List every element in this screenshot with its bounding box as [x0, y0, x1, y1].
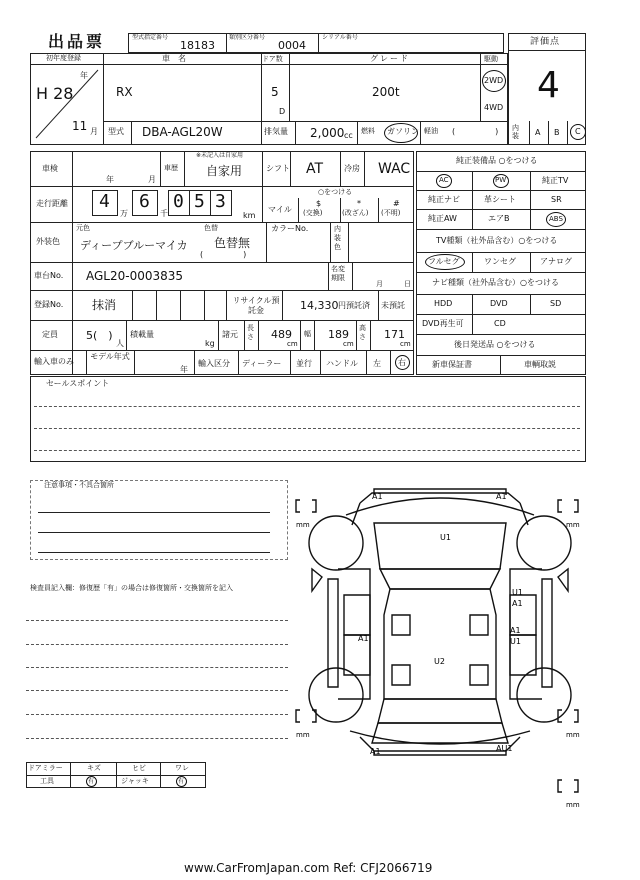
fuel-gasoline: ガソリン	[387, 127, 419, 136]
category-number: 0004	[278, 39, 306, 52]
diesel-label: 軽油	[424, 127, 438, 135]
doc-manual: 車輌取説	[524, 360, 556, 369]
mark-right-u1: U1	[512, 588, 523, 597]
equip-sr: SR	[551, 195, 562, 204]
parallel-label: 並行	[296, 359, 312, 368]
shaken-label: 車検	[42, 164, 58, 173]
svg-text:mm: mm	[296, 731, 310, 739]
drive-4wd: 4WD	[484, 103, 504, 112]
sales-point-label: セールスポイント	[46, 379, 110, 388]
car-damage-diagram	[290, 485, 590, 815]
form-title: 出品票	[48, 32, 106, 51]
chassis-value: AGL20-0003835	[86, 269, 184, 283]
drive-2wd: 2WD	[484, 76, 504, 85]
shift-value: AT	[306, 161, 324, 177]
mark-right-u1-b: U1	[510, 637, 521, 646]
mileage-digit-3: 0	[173, 191, 184, 212]
tv-oneseg: ワンセグ	[484, 257, 516, 266]
mark-rear-a1: A1	[370, 747, 381, 756]
first-reg-month: 11	[72, 119, 88, 133]
mark-right-a1: A1	[512, 599, 523, 608]
tv-analog: アナログ	[540, 257, 572, 266]
mileage-digit-4: 5	[194, 191, 205, 212]
navi-type-label: ナビ種類（社外品含む）○をつける	[432, 278, 559, 287]
height-value: 171	[384, 328, 405, 341]
navi-dvd-player: DVD再生可	[422, 319, 464, 328]
registration-value: 抹消	[92, 298, 117, 312]
equip-leather: 革シート	[484, 195, 516, 204]
navi-dvd: DVD	[490, 299, 508, 308]
mark-rear-au1: AU1	[496, 744, 513, 753]
height-label: 高さ	[359, 324, 366, 341]
displacement-value: 2,000	[310, 126, 345, 140]
later-docs-label: 後日発送品 ○をつける	[454, 340, 536, 349]
mileage-digit-2: 6	[139, 191, 150, 212]
notes-label: 注意事項・不具合箇所	[44, 481, 114, 489]
equip-airbag: エアB	[488, 214, 510, 223]
mark-front-a1: A1	[372, 492, 383, 501]
model-designation-number: 18183	[180, 39, 215, 52]
grade-score-value: 4	[537, 65, 560, 106]
model-designation-label: 型式指定番号	[132, 34, 169, 41]
legend-break: ワレ	[175, 764, 189, 772]
inspector-note-label: 検査員記入欄：修復歴「有」の場合は修復箇所・交換箇所を記入	[30, 584, 233, 592]
original-color: ディープブルーマイカ	[80, 239, 188, 252]
mileage-label: 走行距離	[36, 199, 68, 208]
equip-tv: 純正TV	[542, 176, 569, 185]
equip-aw: 純正AW	[428, 214, 457, 223]
aircon-value: WAC	[378, 161, 411, 177]
fuel-label: 燃料	[361, 127, 375, 135]
recycle-amount: 14,330	[300, 299, 339, 312]
doors-value: 5	[271, 85, 279, 99]
mark-right-a1-b: A1	[510, 626, 521, 635]
equip-navi: 純正ナビ	[428, 195, 460, 204]
grade-score-label: 評価点	[530, 37, 561, 47]
legend-jack-mark: 有	[178, 778, 185, 785]
serial-label: シリアル番号	[322, 34, 358, 41]
svg-text:mm: mm	[566, 801, 580, 809]
capacity-value: 5( )	[86, 329, 113, 342]
category-label: 類別区分番号	[229, 34, 266, 41]
factory-equipment-label: 純正装備品 ○をつける	[456, 156, 538, 165]
notes-box	[30, 480, 288, 560]
equip-pw: PW	[495, 176, 507, 184]
equip-ac: AC	[439, 176, 449, 184]
history-value: 自家用	[206, 164, 243, 178]
car-name: RX	[116, 85, 133, 99]
history-label: 車歴	[164, 164, 178, 172]
navi-hdd: HDD	[434, 299, 453, 308]
dealer-label: ディーラー	[242, 359, 282, 368]
mile-label: マイル	[268, 205, 292, 214]
width-value: 189	[328, 328, 349, 341]
car-name-label: 車 名	[162, 54, 186, 63]
color-change-value: 色替無	[214, 236, 251, 250]
recycle-unpaid: 未預託	[381, 301, 405, 310]
chassis-label: 車台No.	[34, 271, 64, 280]
model-value: DBA-AGL20W	[142, 125, 223, 139]
doors-label: ドア数	[262, 55, 283, 63]
capacity-label: 定員	[42, 330, 58, 339]
recycle-label: リサイクル預託金	[232, 296, 280, 315]
mileage-digit-1: 4	[99, 191, 110, 212]
mileage-digit-5: 3	[215, 191, 226, 212]
legend-jack: ジャッキ	[121, 777, 149, 785]
grade-value: 200t	[372, 85, 400, 99]
displacement-label: 排気量	[264, 127, 288, 136]
handle-label: ハンドル	[326, 359, 358, 368]
dims-label: 諸元	[222, 330, 238, 339]
grade-label: グレード	[370, 54, 410, 63]
model-year-label: モデル年式	[90, 352, 130, 361]
first-reg-label: 初年度登録	[46, 54, 81, 62]
length-value: 489	[271, 328, 292, 341]
shift-label: シフト	[266, 164, 290, 173]
svg-text:mm: mm	[566, 731, 580, 739]
right-handle: 右	[398, 358, 406, 367]
watermark: www.CarFromJapan.com Ref: CFJ2066719	[184, 861, 433, 875]
length-label: 長さ	[247, 324, 254, 341]
interior-label: 内装	[512, 124, 519, 140]
legend-door-mirror: ドアミラー	[28, 764, 63, 772]
mark-left-a1: A1	[358, 634, 369, 643]
model-label: 型式	[108, 127, 124, 136]
svg-text:mm: mm	[296, 521, 310, 529]
color-code-label: カラーNo.	[271, 224, 309, 233]
registration-label: 登録No.	[34, 300, 64, 309]
width-label: 幅	[304, 330, 311, 338]
svg-text:mm: mm	[566, 521, 580, 529]
tv-fullseg: フルセグ	[428, 257, 460, 266]
mark-hood-u1: U1	[440, 533, 451, 542]
navi-sd: SD	[550, 299, 562, 308]
interior-color-label: 内装色	[334, 225, 341, 251]
mark-roof-u2: U2	[434, 657, 445, 666]
legend-tools: 工具	[40, 777, 54, 785]
left-handle: 左	[373, 359, 381, 368]
legend-scratch: キズ	[87, 764, 101, 772]
aircon-label: 冷房	[344, 164, 360, 173]
name-change-label: 名変期限	[331, 265, 345, 282]
equip-abs: ABS	[549, 215, 563, 223]
drive-label: 駆動	[484, 55, 498, 63]
tv-type-label: TV種類（社外品含む）○をつける	[436, 236, 558, 245]
first-reg-year: H 28	[36, 84, 74, 103]
load-label: 積載量	[130, 330, 154, 339]
doc-warranty: 新車保証書	[432, 360, 472, 369]
legend-crack: ヒビ	[132, 764, 146, 772]
import-type-label: 輸入区分	[198, 359, 230, 368]
navi-cd: CD	[494, 319, 506, 328]
import-label: 輸入車のみ	[34, 357, 74, 366]
mark-front-a1-right: A1	[496, 492, 507, 501]
color-label: 外装色	[36, 237, 60, 246]
legend-tools-mark: 有	[88, 778, 95, 785]
